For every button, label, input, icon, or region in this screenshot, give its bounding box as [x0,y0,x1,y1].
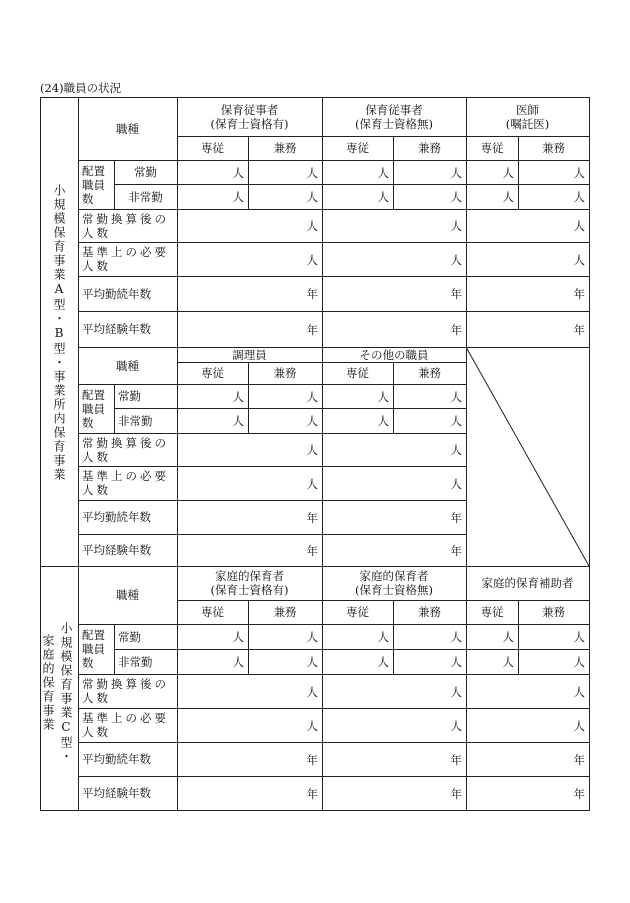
s1-bottom-hijoukin-kenmu-unit: 人 [306,414,318,428]
s1-top-kinzoku-label: 平均勤続年数 [82,286,151,301]
s1-bottom-haichi-label: 配置 職員 数 [82,387,105,430]
s2-hitsuyou-label: 基準上の必要人数 [82,711,169,739]
s2-kinzoku-unit-3: 年 [573,752,585,767]
section2-side-label-2: 家庭的保育事業 [41,634,55,732]
s2-senju-3: 専従 [480,605,504,619]
s2-senju-2: 専従 [346,605,369,619]
s1-top-haichi-label: 配置 職員 数 [82,163,105,206]
s2-joukin-senju-unit: 人 [232,630,244,644]
s2-keiken-unit-2: 年 [450,786,462,801]
s2-keiken-label: 平均経験年数 [82,786,151,800]
s1-top-hitsuyou-unit-1: 人 [306,252,318,267]
s1-top-kenmu-1: 兼務 [273,141,297,155]
s1-bottom-col-header-2: その他の職員 [359,347,429,362]
s1-top-shokushu-label: 職種 [116,121,139,136]
s1-top-kenmu-3: 兼務 [542,141,565,155]
s1-top-hijoukin-senju-unit: 人 [232,190,244,204]
s2-keiken-unit-3: 年 [573,786,585,801]
s1-top-joukin-senju-unit: 人 [377,165,389,180]
s1-top-kansan-unit-3: 人 [573,219,585,233]
s2-kansan-label: 常勤換算後の人数 [82,677,169,705]
s2-kenmu-2: 兼務 [418,605,441,619]
s2-hitsuyou-unit-3: 人 [573,718,585,733]
s1-bottom-joukin-label: 常勤 [118,389,141,403]
s2-hijoukin-senju-unit: 人 [232,655,244,669]
s1-top-hitsuyou-unit-2: 人 [450,252,462,267]
s1-bottom-kenmu-2: 兼務 [418,366,441,380]
s1-bottom-kinzoku-unit-2: 年 [450,510,462,525]
s2-hitsuyou-unit-1: 人 [306,718,318,733]
s1-top-senju-2: 専従 [346,141,369,155]
s1-top-hijoukin-label: 非常勤 [128,189,163,204]
s1-bottom-senju-2: 専従 [346,366,369,380]
s1-top-col-header-1: 保育従事者 (保育士資格有) [210,102,289,131]
s2-kansan-unit-2: 人 [450,684,462,699]
section1-side-label: 小規模保育事業A型・B型・事業所内保育事業 [52,184,66,482]
s2-col-header-2: 家庭的保育者 (保育士資格無) [355,569,433,597]
s1-bottom-kenmu-1: 兼務 [273,366,297,380]
s1-top-senju-1: 専従 [201,141,224,155]
s1-bottom-hijoukin-kenmu-unit: 人 [450,414,462,428]
s1-top-joukin-senju-unit: 人 [502,165,514,180]
s2-joukin-kenmu-unit: 人 [450,630,462,644]
s2-hijoukin-senju-unit: 人 [502,655,514,669]
s1-top-kinzoku-unit-1: 年 [306,287,318,301]
s1-top-kansan-unit-2: 人 [450,219,462,233]
s2-senju-1: 専従 [201,605,224,619]
s1-bottom-hitsuyou-unit-1: 人 [306,476,318,491]
s1-top-kenmu-2: 兼務 [418,141,441,155]
s2-hijoukin-label: 非常勤 [118,654,153,669]
s1-bottom-kansan-unit-2: 人 [450,443,462,457]
s1-bottom-keiken-unit-1: 年 [306,543,318,558]
s1-top-col-header-3: 医師 (嘱託医) [505,102,550,131]
s1-bottom-kansan-label: 常勤換算後の人数 [82,435,169,464]
s1-bottom-keiken-unit-2: 年 [450,543,462,558]
s2-col-header-1: 家庭的保育者 (保育士資格有) [210,569,289,597]
s2-hijoukin-kenmu-unit: 人 [450,655,462,669]
s1-bottom-hijoukin-label: 非常勤 [118,413,153,428]
s1-top-kinzoku-unit-2: 年 [450,287,462,301]
s2-kansan-unit-1: 人 [306,684,318,699]
s2-col-header-3: 家庭的保育補助者 [481,576,574,590]
s2-kansan-unit-3: 人 [573,684,585,699]
s1-top-hijoukin-senju-unit: 人 [377,190,389,204]
s2-hitsuyou-unit-2: 人 [450,718,462,733]
s1-top-col-header-2: 保育従事者 (保育士資格無) [355,102,433,131]
s1-bottom-joukin-kenmu-unit: 人 [306,389,318,404]
section2-side-label-1: 小規模保育事業C型・ [59,622,73,764]
s1-top-hijoukin-kenmu-unit: 人 [306,190,318,204]
s1-top-hitsuyou-label: 基準上の必要人数 [82,245,169,273]
s1-bottom-hijoukin-senju-unit: 人 [377,414,389,428]
s1-top-keiken-label: 平均経験年数 [82,322,151,336]
s1-top-joukin-kenmu-unit: 人 [306,165,318,180]
s1-top-kansan-unit-1: 人 [306,219,318,233]
s1-top-keiken-unit-1: 年 [306,322,318,337]
s2-joukin-senju-unit: 人 [377,630,389,644]
s1-bottom-senju-1: 専従 [201,366,224,380]
s2-kenmu-1: 兼務 [273,605,297,619]
s1-top-joukin-kenmu-unit: 人 [450,165,462,180]
s1-top-hijoukin-senju-unit: 人 [502,190,514,204]
s1-bottom-hitsuyou-unit-2: 人 [450,476,462,491]
s2-hijoukin-senju-unit: 人 [377,655,389,669]
s1-top-keiken-unit-3: 年 [573,322,585,337]
s2-kinzoku-unit-2: 年 [450,752,462,767]
s2-joukin-senju-unit: 人 [502,630,514,644]
s2-kenmu-3: 兼務 [542,605,565,619]
s1-bottom-joukin-senju-unit: 人 [377,389,389,404]
grid-line [589,97,590,811]
s1-bottom-kansan-unit-1: 人 [306,443,318,457]
s1-top-joukin-label: 常勤 [134,165,157,179]
s1-top-kinzoku-unit-3: 年 [573,287,585,301]
s1-bottom-col-header-1: 調理員 [232,347,267,362]
s1-bottom-hitsuyou-label: 基準上の必要人数 [82,469,169,497]
s1-bottom-joukin-senju-unit: 人 [232,389,244,404]
s2-kinzoku-label: 平均勤続年数 [82,752,151,766]
s1-bottom-hijoukin-senju-unit: 人 [232,414,244,428]
grid-line [40,810,590,811]
s2-haichi-label: 配置 職員 数 [82,628,105,670]
s1-bottom-shokushu-label: 職種 [116,358,139,373]
s1-bottom-joukin-kenmu-unit: 人 [450,389,462,404]
s1-top-hijoukin-kenmu-unit: 人 [573,190,585,204]
s2-hijoukin-kenmu-unit: 人 [306,655,318,669]
s2-joukin-label: 常勤 [118,629,141,644]
s1-top-keiken-unit-2: 年 [450,322,462,337]
s1-bottom-kinzoku-label: 平均勤続年数 [82,510,151,524]
s2-joukin-kenmu-unit: 人 [573,630,585,644]
section-title: (24)職員の状況 [40,81,122,95]
s1-top-kansan-label: 常勤換算後の人数 [82,211,169,240]
s2-kinzoku-unit-1: 年 [306,752,318,767]
s1-bottom-keiken-label: 平均経験年数 [82,543,151,557]
s1-top-hitsuyou-unit-3: 人 [573,252,585,267]
s2-hijoukin-kenmu-unit: 人 [573,655,585,669]
s1-top-hijoukin-kenmu-unit: 人 [450,190,462,204]
s1-bottom-kinzoku-unit-1: 年 [306,510,318,525]
s1-top-joukin-senju-unit: 人 [232,165,244,180]
s1-top-senju-3: 専従 [480,141,504,155]
s1-top-joukin-kenmu-unit: 人 [573,165,585,180]
s2-keiken-unit-1: 年 [306,786,318,801]
s2-joukin-kenmu-unit: 人 [306,630,318,644]
s2-shokushu-label: 職種 [116,588,139,602]
